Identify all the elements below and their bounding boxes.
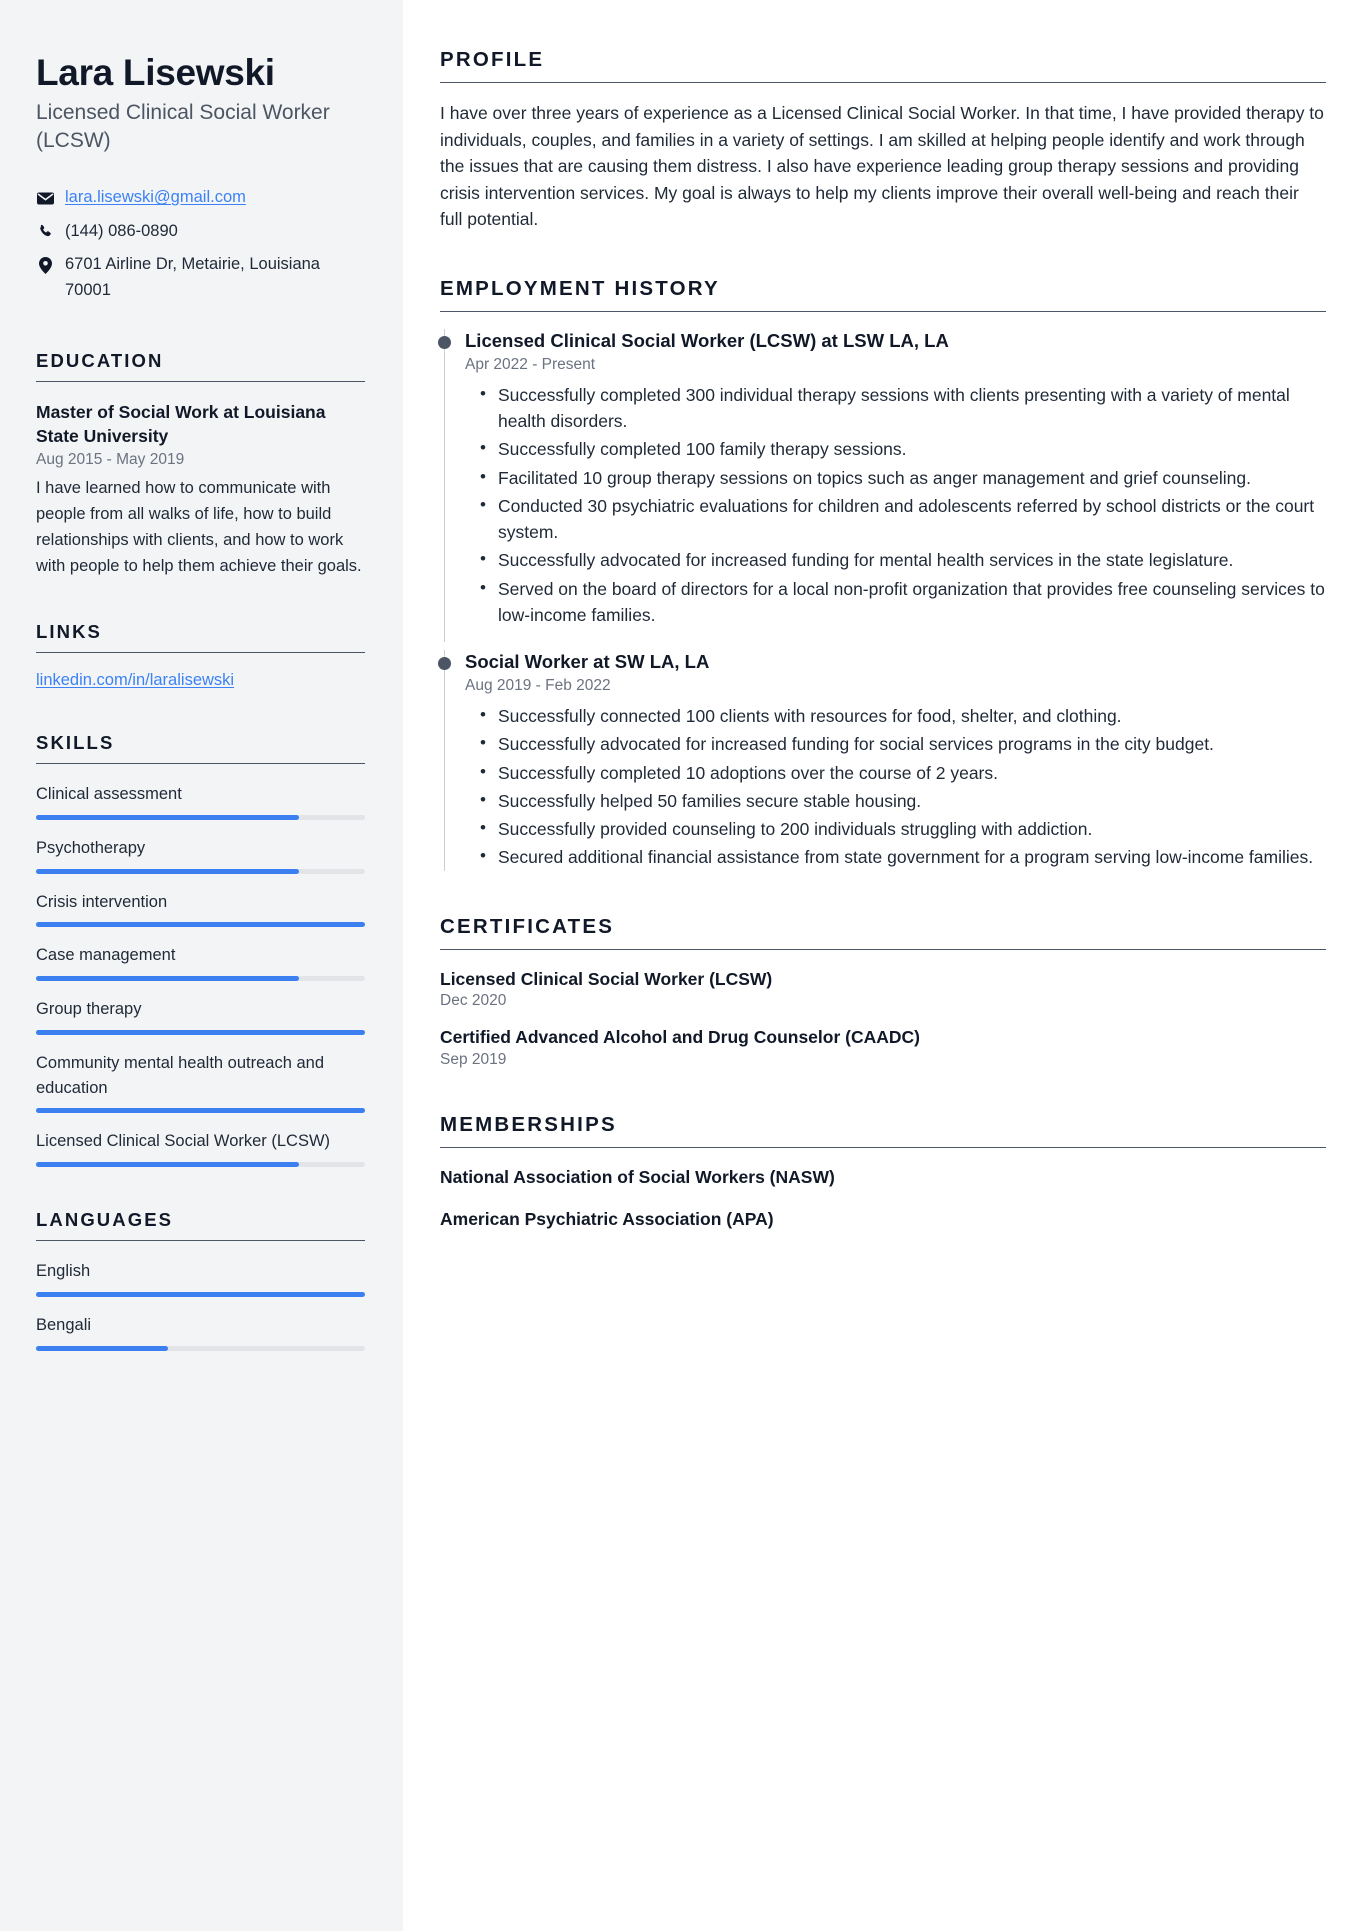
membership-item: American Psychiatric Association (APA) <box>440 1209 774 1230</box>
skill-label: Crisis intervention <box>36 892 168 911</box>
employment-bullet: • Secured additional financial assistance from state government for a program serving low-income families. <box>496 844 1326 870</box>
skill-level-fill <box>36 869 299 874</box>
skills-heading: SKILLS <box>36 732 365 764</box>
employment-history-section <box>440 277 1326 871</box>
language-label: English <box>36 1262 91 1281</box>
contact-email-value[interactable]: lara.lisewski@gmail.com <box>65 188 246 207</box>
sidebar <box>0 0 403 1931</box>
skill-level-bar <box>36 1108 365 1113</box>
language-level-fill <box>36 1346 168 1351</box>
contact-list <box>36 185 365 303</box>
certificate-title: Certified Advanced Alcohol and Drug Counselor (CAADC) <box>440 1027 920 1048</box>
skill-level-bar <box>36 1162 365 1167</box>
link-item-linkedin[interactable]: linkedin.com/in/laralisewski <box>36 671 235 690</box>
employment-bullet: • Successfully completed 10 adoptions over the course of 2 years. <box>496 760 1326 786</box>
employment-entry-bullets <box>465 703 1326 871</box>
skills-section <box>36 732 365 1167</box>
skill-label: Community mental health outreach and education <box>36 1053 324 1097</box>
language-item <box>36 1313 365 1351</box>
skill-item <box>36 836 365 874</box>
memberships-heading: MEMBERSHIPS <box>440 1113 1326 1148</box>
employment-bullet: • Facilitated 10 group therapy sessions on topics such as anger management and grief counseling. <box>496 465 1326 491</box>
envelope-icon <box>36 185 54 209</box>
skill-item <box>36 890 365 928</box>
employment-entry <box>440 329 1326 628</box>
certificates-heading: CERTIFICATES <box>440 915 1326 950</box>
certificate-item <box>440 967 1326 1011</box>
links-heading: LINKS <box>36 621 365 653</box>
employment-bullet: • Successfully connected 100 clients with resources for food, shelter, and clothing. <box>496 703 1326 729</box>
employment-entry-bullets <box>465 382 1326 628</box>
language-item <box>36 1259 365 1297</box>
certificates-list <box>440 967 1326 1069</box>
employment-bullet: • Successfully completed 300 individual therapy sessions with clients presenting with a variety of mental health disorders. <box>496 382 1326 435</box>
skill-level-bar <box>36 976 365 981</box>
employment-entry-date: Aug 2019 - Feb 2022 <box>465 677 611 695</box>
language-level-fill <box>36 1292 365 1297</box>
links-section <box>36 621 365 690</box>
education-entry-date: Aug 2015 - May 2019 <box>36 450 185 468</box>
contact-phone-row <box>36 219 365 245</box>
candidate-job-title: Licensed Clinical Social Worker (LCSW) <box>36 101 330 153</box>
skill-label: Clinical assessment <box>36 785 182 804</box>
contact-address-row <box>36 252 365 303</box>
skill-item <box>36 997 365 1035</box>
certificate-date: Sep 2019 <box>440 1050 507 1068</box>
skill-level-fill <box>36 922 365 927</box>
skill-label: Case management <box>36 946 176 965</box>
education-entry-description: I have learned how to communicate with people from all walks of life, how to build relationships with clients, and how to work with people to help them achieve their goals. <box>36 478 362 575</box>
skill-level-bar <box>36 869 365 874</box>
language-level-bar <box>36 1346 365 1351</box>
skill-item <box>36 1129 365 1167</box>
employment-bullet: • Successfully advocated for increased funding for mental health services in the state legislature. <box>496 547 1326 573</box>
employment-bullet: • Conducted 30 psychiatric evaluations for children and adolescents referred by school districts or the court system. <box>496 493 1326 546</box>
employment-bullet: • Successfully provided counseling to 200 individuals struggling with addiction. <box>496 816 1326 842</box>
timeline-dot-icon <box>438 657 451 670</box>
employment-entry-date: Apr 2022 - Present <box>465 355 596 373</box>
skill-level-bar <box>36 922 365 927</box>
skill-label: Psychotherapy <box>36 838 146 857</box>
skill-label: Group therapy <box>36 1000 142 1019</box>
skills-list <box>36 782 365 1167</box>
education-entry <box>36 400 365 580</box>
language-level-bar <box>36 1292 365 1297</box>
education-section <box>36 350 365 580</box>
candidate-name: Lara Lisewski <box>36 52 275 93</box>
skill-level-fill <box>36 1108 365 1113</box>
employment-entry-title: Licensed Clinical Social Worker (LCSW) at LSW LA, LA <box>465 329 949 351</box>
skill-level-bar <box>36 815 365 820</box>
skill-item <box>36 943 365 981</box>
skill-level-fill <box>36 1162 299 1167</box>
employment-bullet: • Successfully advocated for increased funding for social services programs in the city budget. <box>496 731 1326 757</box>
employment-timeline <box>440 329 1326 871</box>
languages-list <box>36 1259 365 1351</box>
profile-section <box>440 48 1326 233</box>
location-pin-icon <box>36 252 54 276</box>
employment-entry <box>440 650 1326 870</box>
certificate-date: Dec 2020 <box>440 992 507 1010</box>
contact-address-value: 6701 Airline Dr, Metairie, Louisiana 70001 <box>65 255 320 299</box>
certificates-section <box>440 915 1326 1069</box>
membership-item: National Association of Social Workers (NASW) <box>440 1166 835 1187</box>
languages-heading: LANGUAGES <box>36 1209 365 1241</box>
skill-level-fill <box>36 1030 365 1035</box>
employment-bullet: • Successfully helped 50 families secure stable housing. <box>496 788 1326 814</box>
memberships-list <box>440 1165 1326 1232</box>
languages-section <box>36 1209 365 1351</box>
employment-bullet: • Successfully completed 100 family therapy sessions. <box>496 436 1326 462</box>
profile-text: I have over three years of experience as a Licensed Clinical Social Worker. In that time, I have provided therapy to individuals, couples, and families in a variety of settings. I am skilled at helping people identify and work through the issues that are causing them distress. I also have experience leading group therapy sessions and providing crisis intervention services. My goal is always to help my clients improve their overall well-being and reach their full potential. <box>440 103 1324 230</box>
certificate-item <box>440 1025 1326 1069</box>
main-column <box>403 0 1366 1931</box>
language-label: Bengali <box>36 1315 92 1334</box>
employment-history-heading: EMPLOYMENT HISTORY <box>440 277 1326 312</box>
skill-level-fill <box>36 815 299 820</box>
certificate-title: Licensed Clinical Social Worker (LCSW) <box>440 968 773 989</box>
phone-icon <box>36 219 54 243</box>
skill-label: Licensed Clinical Social Worker (LCSW) <box>36 1132 331 1151</box>
skill-level-fill <box>36 976 299 981</box>
timeline-dot-icon <box>438 336 451 349</box>
employment-bullet: • Served on the board of directors for a local non-profit organization that provides free counseling services to low-income families. <box>496 576 1326 629</box>
skill-level-bar <box>36 1030 365 1035</box>
contact-phone-value: (144) 086-0890 <box>65 221 178 240</box>
memberships-section <box>440 1113 1326 1232</box>
education-heading: EDUCATION <box>36 350 365 382</box>
profile-heading: PROFILE <box>440 48 1326 83</box>
education-entry-title: Master of Social Work at Louisiana State University <box>36 401 326 446</box>
skill-item <box>36 1051 365 1114</box>
employment-entry-title: Social Worker at SW LA, LA <box>465 651 710 673</box>
contact-email-row[interactable] <box>36 185 365 211</box>
skill-item <box>36 782 365 820</box>
